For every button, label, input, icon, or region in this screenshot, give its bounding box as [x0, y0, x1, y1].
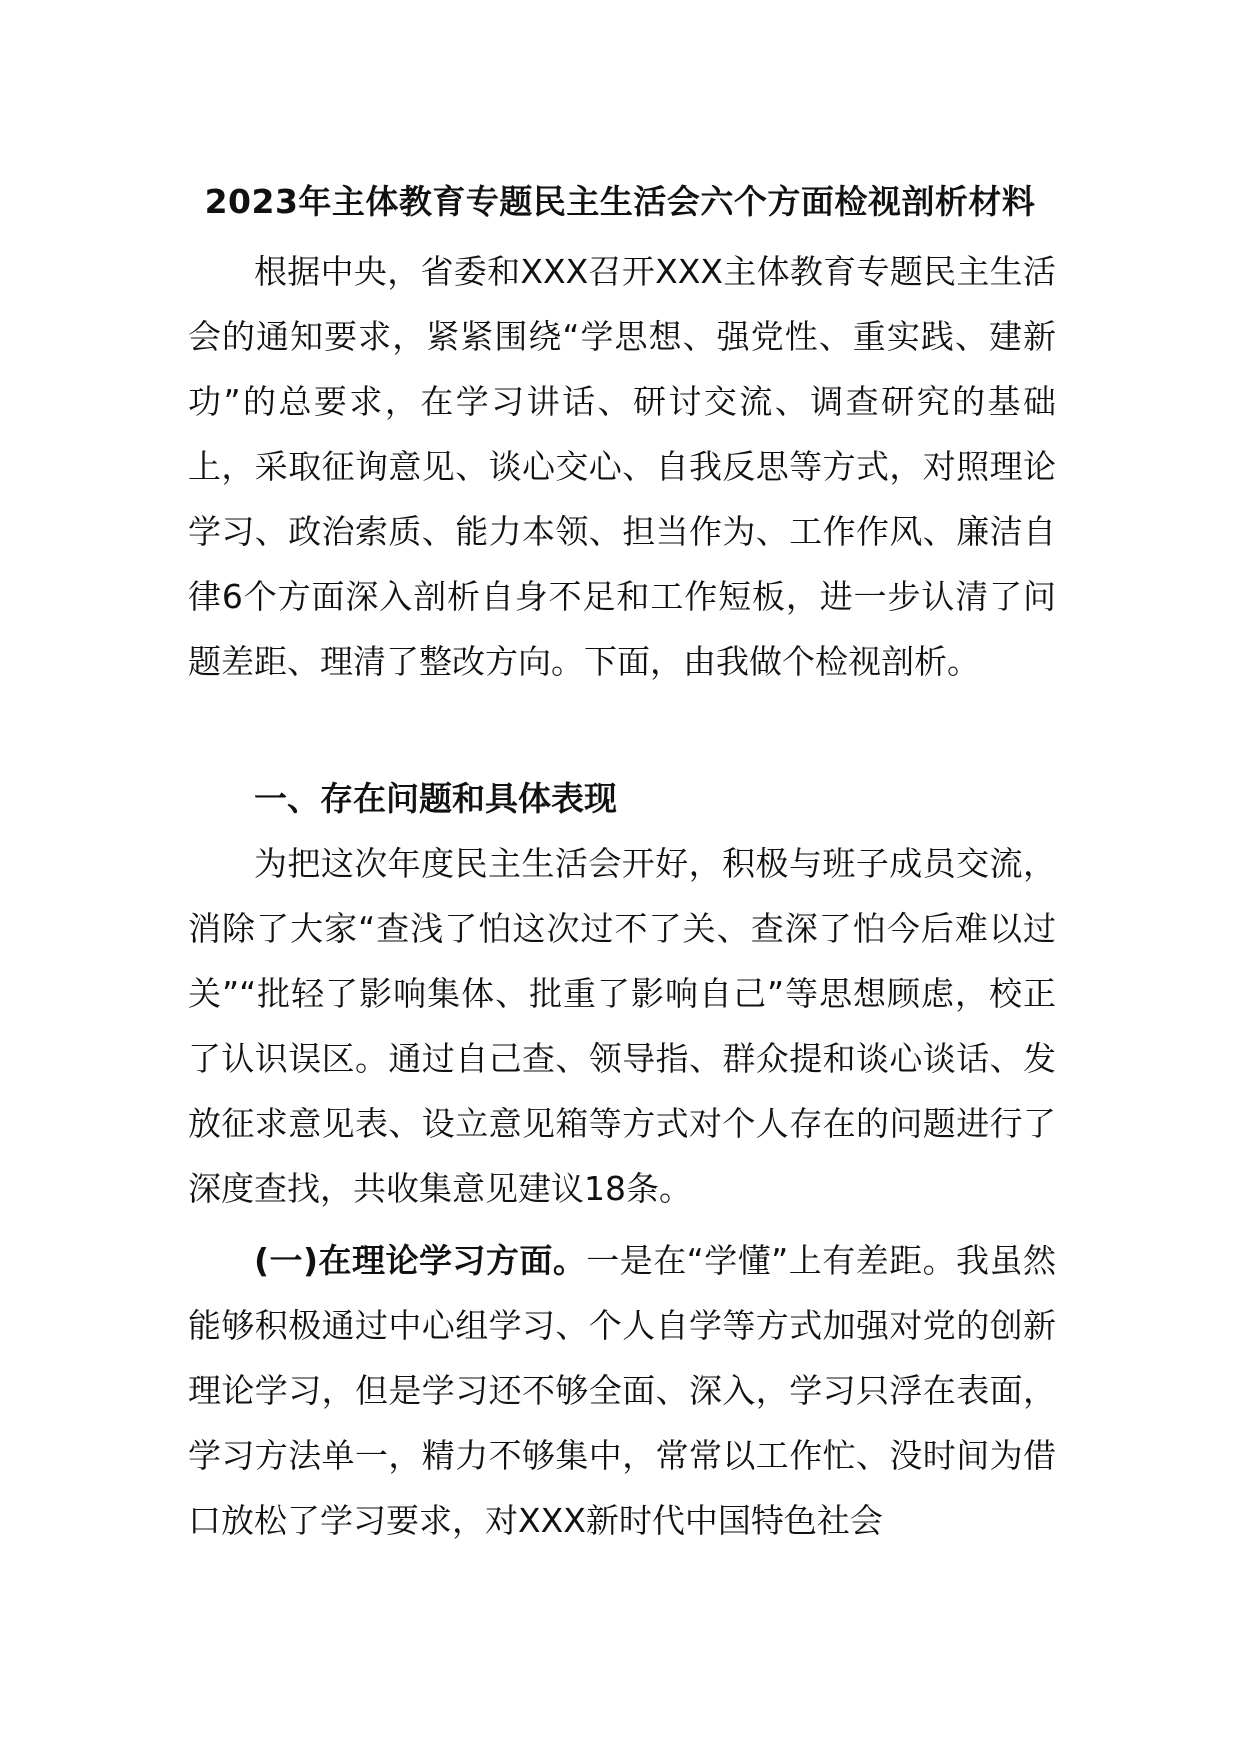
intro-paragraph [188, 239, 1056, 694]
subsection-label: (一)在理论学习方面。 [254, 1241, 587, 1280]
section-text: 为把这次年度民主生活会开好，积极与班子成员交流，消除了大家“查浅了怕这次过不了关、查深了怕今后难以过关”“批轻了影响集体、批重了影响自己”等思想顾虑，校正了认识误区。通过自己查、领导指、群众提和谈心谈话、发放征求意见表、设立意见箱等方式对个人存在的问题进行了深度查找，共收集意见建议18条。 [188, 844, 1056, 1208]
document-title: 2023年主体教育专题民主生活会六个方面检视剖析材料 [204, 182, 1036, 221]
subsection-text [188, 1228, 1056, 1553]
section-heading: 一、存在问题和具体表现 [254, 779, 617, 818]
subsection-body: 一是在“学懂”上有差距。我虽然能够积极通过中心组学习、个人自学等方式加强对党的创新理论学习，但是学习还不够全面、深入，学习只浮在表面，学习方法单一，精力不够集中，常常以工作忙、没时间为借口放松了学习要求，对XXX新时代中国特色社会 [188, 1241, 1056, 1540]
intro-text: 根据中央，省委和XXX召开XXX主体教育专题民主生活会的通知要求，紧紧围绕“学思想、强党性、重实践、建新功”的总要求，在学习讲话、研讨交流、调查研究的基础上，采取征询意见、谈心交心、自我反思等方式，对照理论学习、政治索质、能力本领、担当作为、工作作风、廉洁自律6个方面深入剖析自身不足和工作短板，进一步认清了问题差距、理清了整改方向。下面，由我做个检视剖析。 [188, 252, 1056, 681]
section-paragraph [188, 831, 1056, 1221]
subsection-paragraph [188, 1228, 1056, 1553]
